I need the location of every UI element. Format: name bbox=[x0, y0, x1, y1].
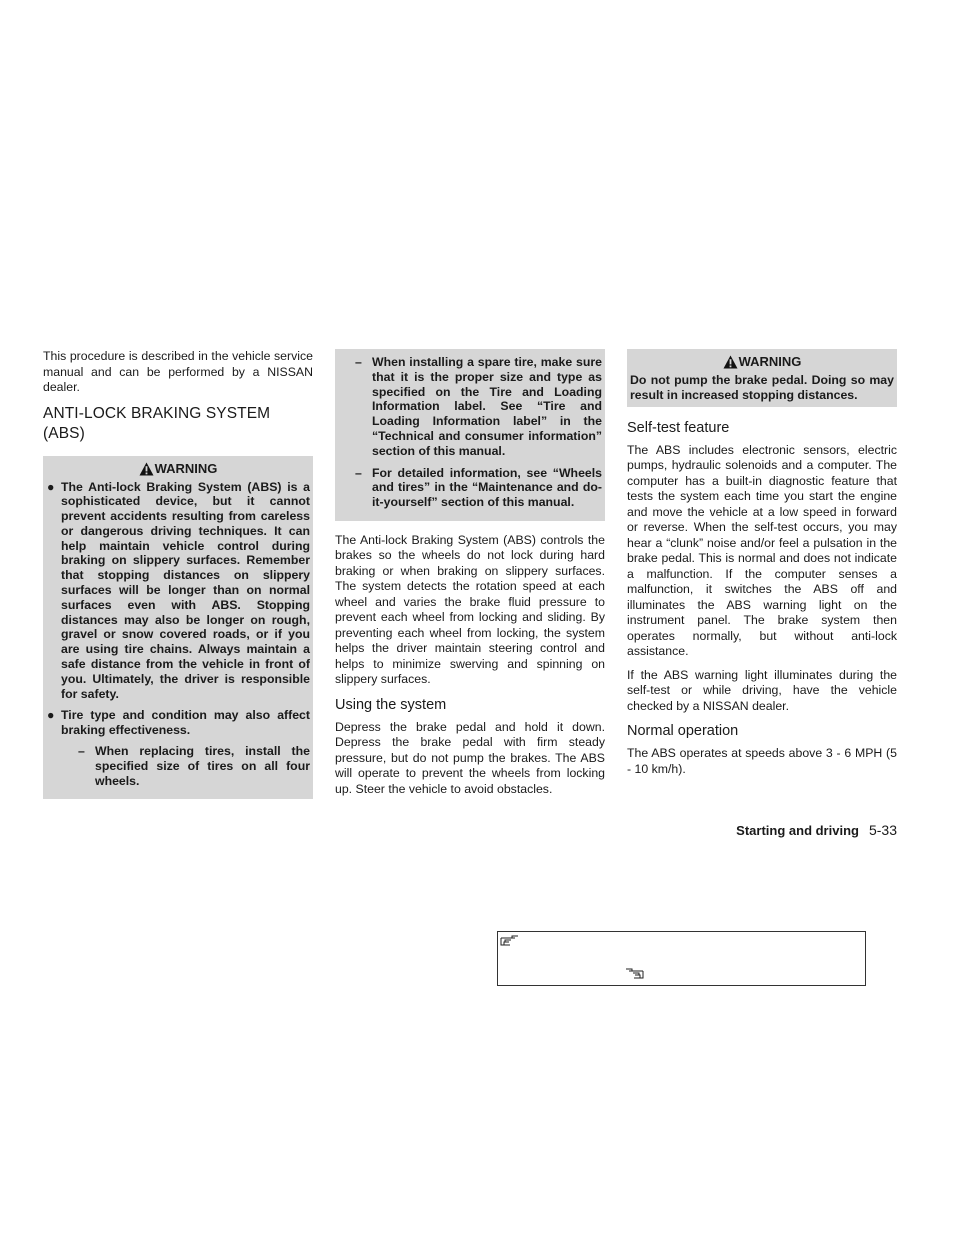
warning-label: WARNING bbox=[154, 460, 218, 476]
self-test-paragraph-1: The ABS includes electronic sensors, electric pumps, hydraulic solenoids and a computer. The computer has a built-in diagnostic feature that tests the system each time you start the engine and move the vehicle at a low speed in forward or reverse. When the self-test occurs, you may hear a “clunk” noise and/or feel a pulsation in the brake pedal. This is normal and does not indicate a malfunction. If the computer senses a malfunction, it switches the ABS off and illuminates the ABS warning light on the instrument panel. The brake system then operates normally, but without anti-lock assistance. bbox=[627, 442, 897, 659]
bullet-dot: ● bbox=[47, 708, 55, 723]
warning-continued-box bbox=[335, 349, 605, 521]
reference-frame bbox=[497, 931, 866, 986]
abs-description: The Anti-lock Braking System (ABS) controls the brakes so the wheels do not lock during hard braking or when braking on slippery surfaces. The system detects the rotation speed at each wheel and varies the brake fluid pressure to prevent each wheel from locking and sliding. By preventing each wheel from locking, the system helps the driver maintain steering control and helps to minimize swerving and spinning on slippery surfaces. bbox=[335, 532, 605, 687]
page-number: 5-33 bbox=[868, 822, 897, 838]
warning-continued-body bbox=[338, 355, 602, 510]
normal-operation-paragraph: The ABS operates at speeds above 3 - 6 MPH (5 - 10 km/h). bbox=[627, 746, 897, 776]
warning-bullet bbox=[46, 480, 310, 702]
warning-body bbox=[46, 480, 310, 789]
page-footer bbox=[500, 822, 897, 839]
using-system-paragraph: Depress the brake pedal and hold it down. Depress the brake pedal with firm steady pressure, but do not pump the brakes. The ABS will operate to prevent the wheels from locking up. Steer the vehicle to avoid obstacles. bbox=[335, 719, 605, 796]
pointing-hand-icon bbox=[500, 934, 520, 947]
dash-text: When installing a spare tire, make sure that it is the proper size and type as specified on the Tire and Loading Information label. See “Tire and Loading Information label” in the “Technical and consumer information” section of this manual. bbox=[372, 355, 602, 458]
bullet-dot: ● bbox=[47, 479, 55, 494]
column-2 bbox=[335, 349, 605, 805]
warning-label: WARNING bbox=[738, 354, 802, 369]
warning-dash-item bbox=[338, 466, 602, 510]
warning-bullet bbox=[46, 708, 310, 788]
intro-paragraph: This procedure is described in the vehicle service manual and can be performed by a NISSAN dealer. bbox=[43, 349, 313, 394]
warning-body: Do not pump the brake pedal. Doing so may result in increased stopping distances. bbox=[630, 373, 894, 402]
column-3 bbox=[627, 349, 897, 785]
warning-dash-item bbox=[338, 355, 602, 459]
normal-operation-heading: Normal operation bbox=[627, 723, 739, 740]
warning-heading bbox=[46, 460, 310, 478]
dash-mark: – bbox=[78, 744, 85, 759]
bullet-text: The Anti-lock Braking System (ABS) is a sophisticated device, but it cannot prevent accidents resulting from careless or dangerous driving techniques. It can help maintain vehicle control during braking on slippery surfaces. Remember that stopping distances on slippery surfaces will be longer than on normal surfaces even with ABS. Stopping distances may also be longer on rough, gravel or snow covered roads, or if you are using tire chains. Always maintain a safe distance from the vehicle in front of you. Ultimately, the driver is responsible for safety. bbox=[61, 479, 310, 701]
bullet-text: Tire type and condition may also affect braking effectiveness. bbox=[61, 708, 310, 738]
pointing-hand-icon bbox=[624, 967, 644, 980]
dash-text: For detailed information, see “Wheels and tires” in the “Maintenance and do-it-yourself” section of this manual. bbox=[372, 465, 602, 510]
pump-warning-box bbox=[627, 349, 897, 407]
self-test-heading: Self-test feature bbox=[627, 419, 730, 436]
warning-triangle-icon bbox=[139, 462, 154, 476]
column-1 bbox=[43, 349, 313, 811]
footer-section-title: Starting and driving bbox=[736, 823, 859, 838]
self-test-paragraph-2: If the ABS warning light illuminates during the self-test or while driving, have the vehicle checked by a NISSAN dealer. bbox=[627, 667, 897, 713]
warning-triangle-icon bbox=[723, 355, 738, 369]
dash-mark: – bbox=[355, 355, 362, 369]
dash-text: When replacing tires, install the specified size of tires on all four wheels. bbox=[95, 744, 310, 788]
using-system-heading: Using the system bbox=[335, 696, 447, 713]
dash-mark: – bbox=[355, 465, 362, 480]
abs-warning-box bbox=[43, 456, 313, 800]
section-title: ANTI-LOCK BRAKING SYSTEM (ABS) bbox=[43, 404, 271, 442]
warning-dash-item bbox=[61, 744, 310, 788]
warning-heading bbox=[630, 353, 894, 371]
